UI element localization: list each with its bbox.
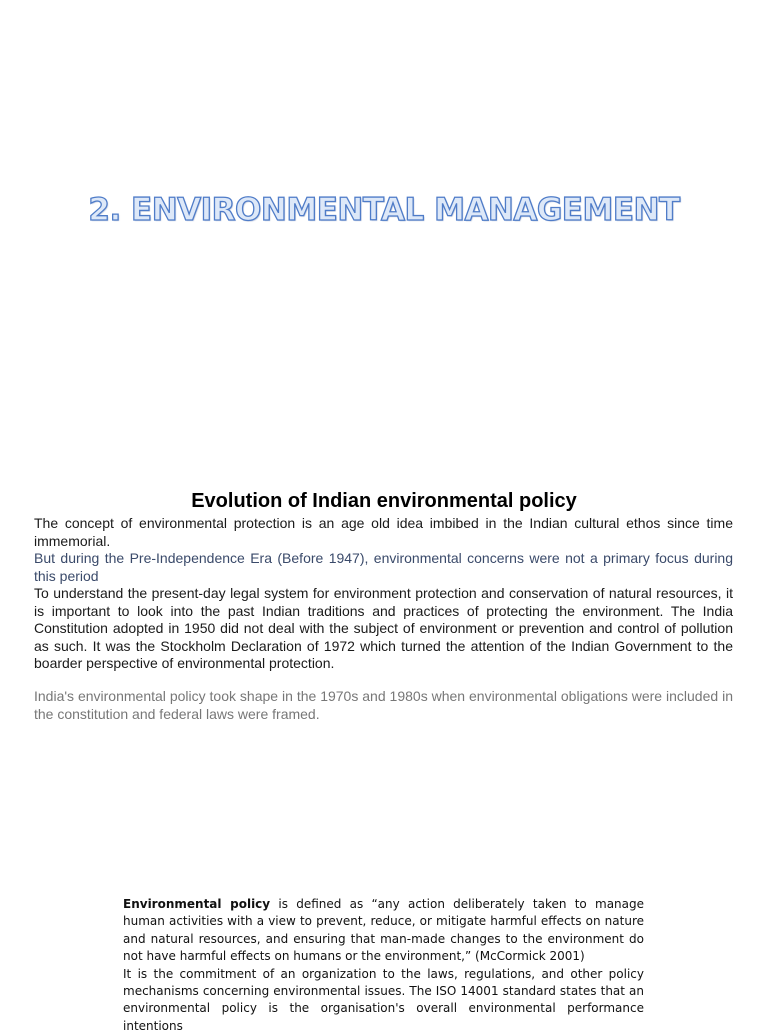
definition-block bbox=[123, 896, 644, 1035]
definition-paragraph bbox=[123, 896, 644, 966]
section-heading: Evolution of Indian environmental policy bbox=[191, 490, 577, 512]
definition-text: is defined as “any action deliberately taken to manage human activities with a view to prevent, reduce, or mitigate harmful effects on nature and natural resources, and ensuring that man-made changes to the environment do not have harmful effects on humans or the environment,” (McCormick 2001) bbox=[123, 897, 645, 964]
paragraph-policy-shape: India's environmental policy took shape in the 1970s and 1980s when environmental obligations were included in the constitution and federal laws were framed. bbox=[34, 688, 733, 722]
slide-title: 2. ENVIRONMENTAL MANAGEMENT bbox=[88, 192, 680, 228]
commitment-paragraph: It is the commitment of an organization to the laws, regulations, and other policy mechanisms concerning environmental issues. The ISO 14001 standard states that an environmental policy is the organisation's overall environmental performance intentions bbox=[123, 966, 644, 1033]
definition-term: Environmental policy bbox=[123, 897, 271, 911]
paragraph-ancient-concept: The concept of environmental protection is an age old idea imbibed in the Indian cultural ethos since time immemorial. bbox=[34, 515, 733, 549]
paragraph-pre-independence: But during the Pre-Independence Era (Before 1947), environmental concerns were not a primary focus during this period bbox=[34, 550, 733, 584]
paragraph-legal-system: To understand the present-day legal system for environment protection and conservation of natural resources, it is important to look into the past Indian traditions and practices of protecting the environment. The India Constitution adopted in 1950 did not deal with the subject of environment or prevention and control of pollution as such. It was the Stockholm Declaration of 1972 which turned the attention of the Indian Government to the boarder perspective of environmental protection. bbox=[34, 585, 733, 671]
